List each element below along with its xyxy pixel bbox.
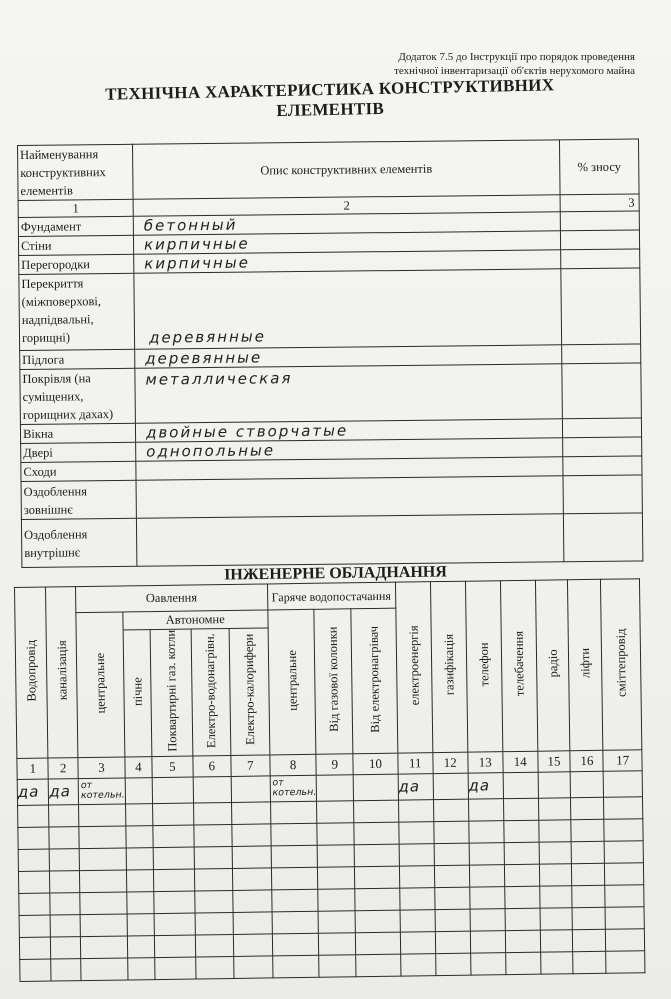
- eng-cell-heating-central: от котельн.: [78, 778, 125, 805]
- eng-num: 14: [503, 751, 538, 772]
- handwritten-value: металлическая: [145, 369, 293, 389]
- row-value: [134, 269, 562, 349]
- eng-col-garbage-chute: сміттепровід: [601, 579, 642, 750]
- col-num-1: 1: [18, 199, 133, 217]
- eng-cell: [317, 775, 354, 802]
- eng-num: 16: [570, 750, 603, 771]
- eng-num: 6: [192, 755, 231, 777]
- eng-col-gas-boilers: Поквартирні газ. котли: [150, 629, 192, 756]
- eng-col-electricity: електроенергія: [395, 582, 433, 753]
- eng-cell: [231, 776, 270, 803]
- eng-cell: [538, 772, 571, 798]
- row-wear: [561, 249, 640, 269]
- row-name: Підлога: [20, 349, 135, 369]
- eng-cell: [503, 772, 538, 798]
- eng-cell: [571, 771, 604, 797]
- row-wear: [563, 456, 642, 476]
- table-header-row: [18, 139, 640, 200]
- row-name: Двері: [21, 442, 136, 462]
- title-line1: ТЕХНІЧНА ХАРАКТЕРИСТИКА КОНСТРУКТИВНИХ: [105, 75, 555, 104]
- row-value: [136, 476, 563, 518]
- eng-num: 2: [48, 757, 78, 778]
- handwritten-value: кирпичные: [143, 234, 250, 254]
- eng-num: 3: [78, 757, 125, 779]
- eng-num: 4: [125, 756, 153, 777]
- eng-num: 17: [603, 750, 642, 772]
- row-name: Сходи: [21, 461, 136, 481]
- eng-group-hot-water: Гаряче водопостачання: [267, 582, 395, 610]
- eng-col-radio: радіо: [535, 580, 570, 751]
- eng-num: 15: [537, 751, 570, 772]
- header-description: Опис конструктивних елементів: [132, 140, 560, 199]
- eng-cell-phone: да: [468, 773, 504, 799]
- eng-num: 5: [152, 756, 193, 778]
- eng-num: 13: [467, 752, 503, 773]
- header-wear: % зносу: [559, 139, 639, 195]
- eng-num: 9: [316, 754, 353, 776]
- row-value: [136, 514, 563, 566]
- eng-cell-hw-central: от котельн.: [270, 775, 317, 802]
- eng-col-electric-heaters: Електро-калорифери: [229, 628, 269, 755]
- handwritten-value: кирпичные: [144, 253, 250, 273]
- eng-col-heating-central: центральне: [76, 612, 125, 758]
- table-row: [20, 363, 642, 424]
- row-wear: [560, 211, 639, 231]
- eng-group-heating: Оавлення: [76, 584, 268, 613]
- appendix-note-line1: Додаток 7.5 до Інструкції про порядок проведення: [398, 51, 635, 63]
- eng-cell: [125, 777, 153, 803]
- eng-cell-water: да: [17, 779, 49, 805]
- handwritten-value: бетонный: [143, 215, 238, 235]
- table-row: [21, 475, 642, 520]
- row-name: Вікна: [20, 423, 135, 443]
- title-line2: ЕЛЕМЕНТІВ: [276, 98, 385, 121]
- eng-col-gas: газифікація: [430, 581, 467, 752]
- eng-cell: [603, 771, 642, 798]
- row-value: [135, 364, 563, 423]
- eng-num: 11: [397, 753, 433, 774]
- col-num-3: 3: [560, 194, 639, 212]
- row-name: Фундамент: [18, 216, 133, 236]
- handwritten-value: деревянные: [145, 348, 263, 368]
- row-name: Перегородки: [19, 254, 134, 274]
- eng-col-hw-electric: Від електронагрівач: [351, 608, 397, 753]
- row-name: Оздоблення внутрішнє: [21, 518, 136, 567]
- appendix-note-line2: технічної інвентаризації об'єктів нерухомого майна: [394, 65, 635, 77]
- eng-cell: [353, 774, 398, 801]
- row-name: Стіни: [18, 235, 133, 255]
- eng-col-lifts: ліфти: [568, 579, 603, 750]
- eng-col-phone: телефон: [465, 581, 503, 752]
- row-wear: [563, 437, 642, 457]
- eng-col-sewer: каналізація: [46, 587, 78, 758]
- row-wear: [562, 418, 641, 438]
- engineering-table: [14, 578, 645, 982]
- eng-cell-sewer: да: [49, 778, 79, 804]
- header-name: Найменування конструктивних елементів: [18, 144, 134, 200]
- engineering-title: ІНЖЕНЕРНЕ ОБЛАДНАННЯ: [224, 563, 447, 584]
- eng-group-autonomous: Автономне: [123, 610, 268, 630]
- eng-col-hw-central: центральне: [267, 609, 316, 755]
- eng-cell: [193, 776, 232, 803]
- row-name: Покрівля (на суміщених, горищних дахах): [20, 368, 136, 424]
- col-num-2: 2: [133, 195, 560, 216]
- table-row: [21, 513, 642, 568]
- row-wear: [562, 344, 641, 364]
- eng-cell-electricity: да: [398, 774, 434, 800]
- eng-cell: [433, 773, 468, 799]
- eng-num: 8: [269, 754, 316, 776]
- row-wear: [561, 268, 641, 345]
- eng-num: 1: [17, 758, 49, 779]
- row-name: Оздоблення зовнішнє: [21, 480, 136, 519]
- eng-col-tv: телебачення: [500, 580, 537, 751]
- structural-elements-table: [17, 138, 643, 567]
- row-wear: [562, 363, 642, 419]
- handwritten-value: однопольные: [146, 441, 276, 461]
- row-wear: [560, 230, 639, 250]
- page-title: [60, 74, 601, 125]
- eng-num: 12: [433, 752, 468, 773]
- eng-col-electric-water-heaters: Електро-водонагрівн.: [191, 629, 231, 756]
- row-wear: [563, 513, 642, 562]
- eng-num: 7: [231, 755, 270, 777]
- eng-col-water: Водопровід: [15, 587, 49, 758]
- table-row: [19, 268, 641, 350]
- eng-cell: [152, 777, 193, 804]
- eng-col-stove: пічне: [123, 630, 152, 757]
- handwritten-value: деревянные: [148, 327, 267, 347]
- handwritten-value: двойные створчатые: [145, 421, 349, 442]
- eng-num: 10: [353, 753, 398, 775]
- eng-col-hw-gas-column: Від газової колонки: [314, 609, 353, 754]
- row-name: Перекриття (міжповерхові, надпідвальні, горищні): [19, 273, 135, 350]
- row-wear: [563, 475, 642, 514]
